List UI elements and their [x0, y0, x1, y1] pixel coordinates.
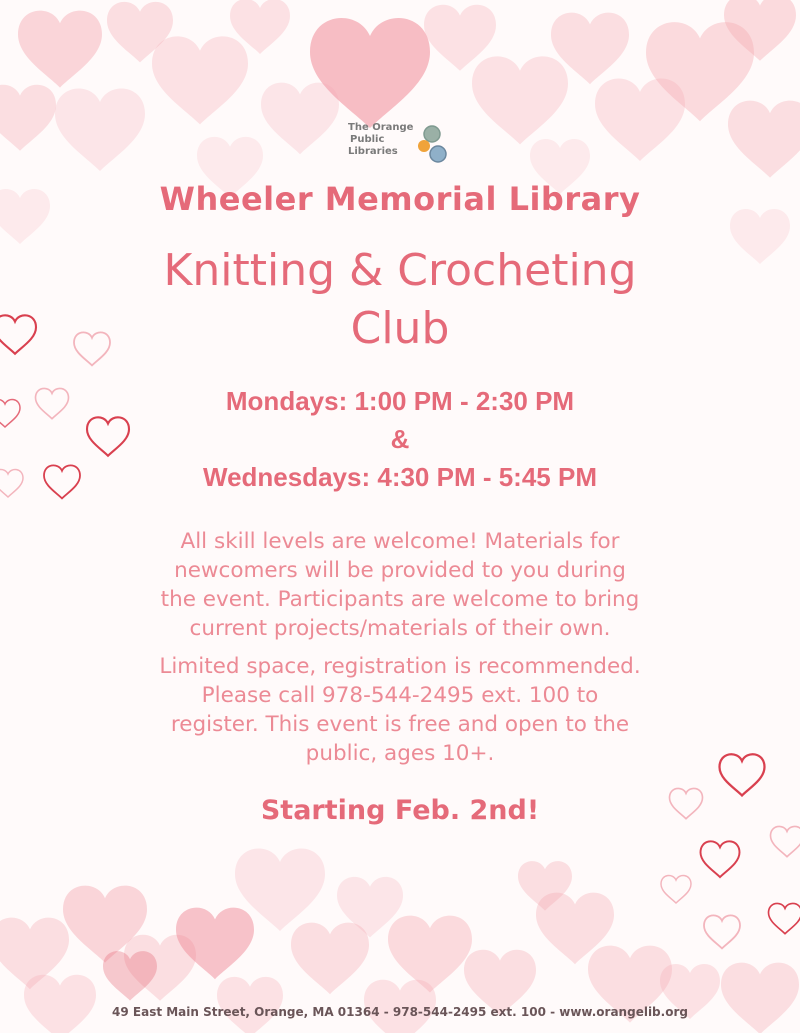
logo-wordmark	[348, 122, 413, 158]
description-line: current projects/materials of their own.	[189, 616, 611, 641]
registration-line: register. This event is free and open to the	[170, 712, 630, 737]
schedule-ampersand: &	[390, 424, 410, 454]
logo-circles-icon	[414, 124, 450, 164]
description-paragraph	[0, 527, 800, 643]
start-date-callout: Starting Feb. 2nd!	[260, 795, 540, 826]
registration-paragraph	[0, 652, 800, 768]
right-outline-hearts	[661, 754, 800, 948]
description-line: newcomers will be provided to you during	[174, 558, 626, 583]
schedule-monday: Mondays: 1:00 PM - 2:30 PM	[225, 386, 575, 416]
logo-line-1: The Orange	[348, 122, 414, 133]
event-title-line-2: Club	[350, 303, 450, 354]
event-title	[0, 242, 800, 358]
library-name: Wheeler Memorial Library	[159, 180, 641, 218]
description-line: the event. Participants are welcome to bring	[160, 587, 640, 612]
footer-contact-info: 49 East Main Street, Orange, MA 01364 - 978-544-2495 ext. 100 - www.orangelib.org	[112, 1005, 688, 1019]
registration-line: public, ages 10+.	[305, 741, 495, 766]
event-schedule	[0, 382, 800, 496]
schedule-wednesday: Wednesdays: 4:30 PM - 5:45 PM	[203, 462, 597, 492]
logo-line-3: Libraries	[348, 146, 398, 157]
library-logo	[348, 122, 458, 170]
description-line: All skill levels are welcome! Materials for	[180, 529, 620, 554]
registration-line: Please call 978-544-2495 ext. 100 to	[201, 683, 599, 708]
event-title-line-1: Knitting & Crocheting	[163, 245, 637, 296]
registration-line: Limited space, registration is recommended.	[159, 654, 641, 679]
logo-line-2: Public	[350, 134, 385, 145]
